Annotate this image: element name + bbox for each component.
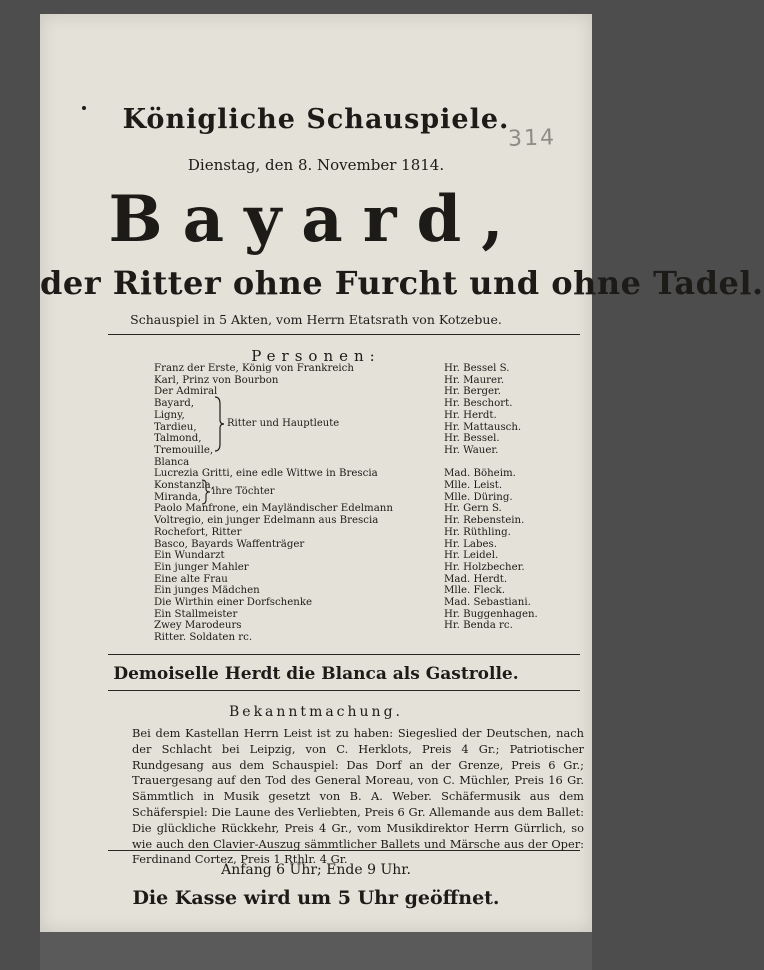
cast-actor: Hr. Maurer. [444, 374, 505, 386]
cast-role: Ein Wundarzt [154, 550, 225, 562]
cast-actor: Hr. Bessel. [444, 433, 500, 445]
cast-actor: Hr. Herdt. [444, 409, 497, 421]
cast-actor: Mlle. Fleck. [444, 585, 505, 597]
divider [108, 654, 580, 655]
cast-actor: Mad. Herdt. [444, 573, 508, 585]
play-subtitle: der Ritter ohne Furcht und ohne Tadel. [40, 264, 764, 302]
cast-actor: Hr. Rebenstein. [444, 515, 525, 527]
persons-heading: Personen: [251, 347, 381, 365]
play-title: Bayard, [108, 182, 524, 257]
cast-role: Miranda, [154, 491, 202, 503]
cast-actor: Mad. Sebastiani. [444, 597, 531, 608]
cast-role: Ein Stallmeister [154, 608, 238, 620]
cast-role: Talmond, [154, 433, 202, 445]
playbill-sheet [40, 14, 764, 932]
cast-role: Basco, Bayards Waffenträger [154, 538, 305, 550]
cast-role: Ritter. Soldaten rc. [154, 632, 253, 644]
cast-actor: Hr. Holzbecher. [444, 561, 525, 573]
divider [108, 850, 580, 851]
cast-role: Karl, Prinz von Bourbon [154, 374, 279, 386]
cast-actor: Hr. Beschort. [444, 398, 513, 410]
performance-times: Anfang 6 Uhr; Ende 9 Uhr. [221, 862, 411, 878]
cast-role: Voltregio, ein junger Edelmann aus Brescia [154, 515, 379, 527]
cast-role: Tremouille, [154, 444, 214, 456]
cast-actor: Mlle. Leist. [444, 480, 503, 491]
cast-role: Ein junger Mahler [154, 561, 249, 573]
cast-actor: Hr. Buggenhagen. [444, 608, 538, 620]
genre-author: Schauspiel in 5 Akten, vom Herrn Etatsrath von Kotzebue. [130, 312, 502, 327]
cast-role: Franz der Erste, König von Frankreich [154, 363, 354, 374]
cast-actor: Hr. Gern S. [444, 503, 502, 515]
box-office-notice: Die Kasse wird um 5 Uhr geöffnet. [132, 887, 500, 909]
cast-actor: Hr. Rüthling. [444, 526, 511, 538]
pencil-annotation: 314 [507, 125, 557, 152]
cast-actor: Hr. Bessel S. [444, 363, 510, 374]
cast-role: Die Wirthin einer Dorfschenke [154, 597, 313, 608]
cast-role: Ein junges Mädchen [154, 585, 260, 597]
brace-daughters-label: ihre Töchter [212, 486, 275, 497]
cast-actor: Hr. Berger. [444, 386, 502, 398]
cast-actor: Hr. Benda rc. [444, 620, 513, 632]
divider [108, 690, 580, 691]
performance-date: Dienstag, den 8. November 1814. [187, 156, 445, 174]
brace-knights-label: Ritter und Hauptleute [227, 418, 340, 429]
cast-actor: Hr. Wauer. [444, 444, 499, 456]
announcement-heading: Bekanntmachung. [229, 704, 403, 720]
cast-role: Zwey Marodeurs [154, 620, 242, 632]
cast-role: Der Admiral [154, 386, 218, 398]
cast-role: Rochefort, Ritter [154, 526, 242, 538]
cast-role: Bayard, [154, 398, 195, 410]
guest-role-notice: Demoiselle Herdt die Blanca als Gastrolle. [113, 664, 519, 684]
cast-actor: Hr. Leidel. [444, 550, 499, 562]
divider [108, 334, 580, 335]
background-edge [40, 932, 592, 970]
cast-actor: Mad. Böheim. [444, 468, 516, 480]
cast-actor: Mlle. Düring. [444, 491, 513, 503]
cast-role: Blanca [154, 456, 190, 468]
cast-role: Konstanzia, [154, 480, 214, 491]
cast-role: Eine alte Frau [154, 573, 228, 585]
cast-role: Tardieu, [154, 421, 197, 433]
cast-role: Lucrezia Gritti, eine edle Wittwe in Brescia [154, 468, 378, 480]
cast-actor: Hr. Mattausch. [444, 421, 522, 433]
cast-actor: Hr. Labes. [444, 538, 497, 550]
announcement-text: Bei dem Kastellan Herrn Leist ist zu haben: Siegeslied der Deutschen, nach der Schlacht bei Leipzig, von C. Herklots, Preis 4 Gr.; Patriotischer Rundgesang aus dem Schauspiel: Das Dorf an der Grenze, Preis 6 Gr.; Trauergesang auf den Tod des General Moreau, von C. Müchler, Preis 16 Gr. Sämmtlich in Musik gesetzt von B. A. Weber. Schäfermusik aus dem Schäferspiel: Die Laune des Verliebten, Preis 6 Gr. Allemande aus dem Ballet: Die glückliche Rückkehr, Preis 4 Gr., vom Musikdirektor Herrn Gürrlich, so wie auch den Clavier-Auszug sämmtlicher Ballets und Märsche aus der Oper: Ferdinand Cortez, Preis 1 Rthlr. 4 Gr. [132, 726, 584, 867]
cast-role: Ligny, [154, 409, 185, 421]
theater-name: Königliche Schauspiele. [122, 104, 510, 135]
cast-role: Paolo Manfrone, ein Mayländischer Edelmann [154, 503, 393, 515]
